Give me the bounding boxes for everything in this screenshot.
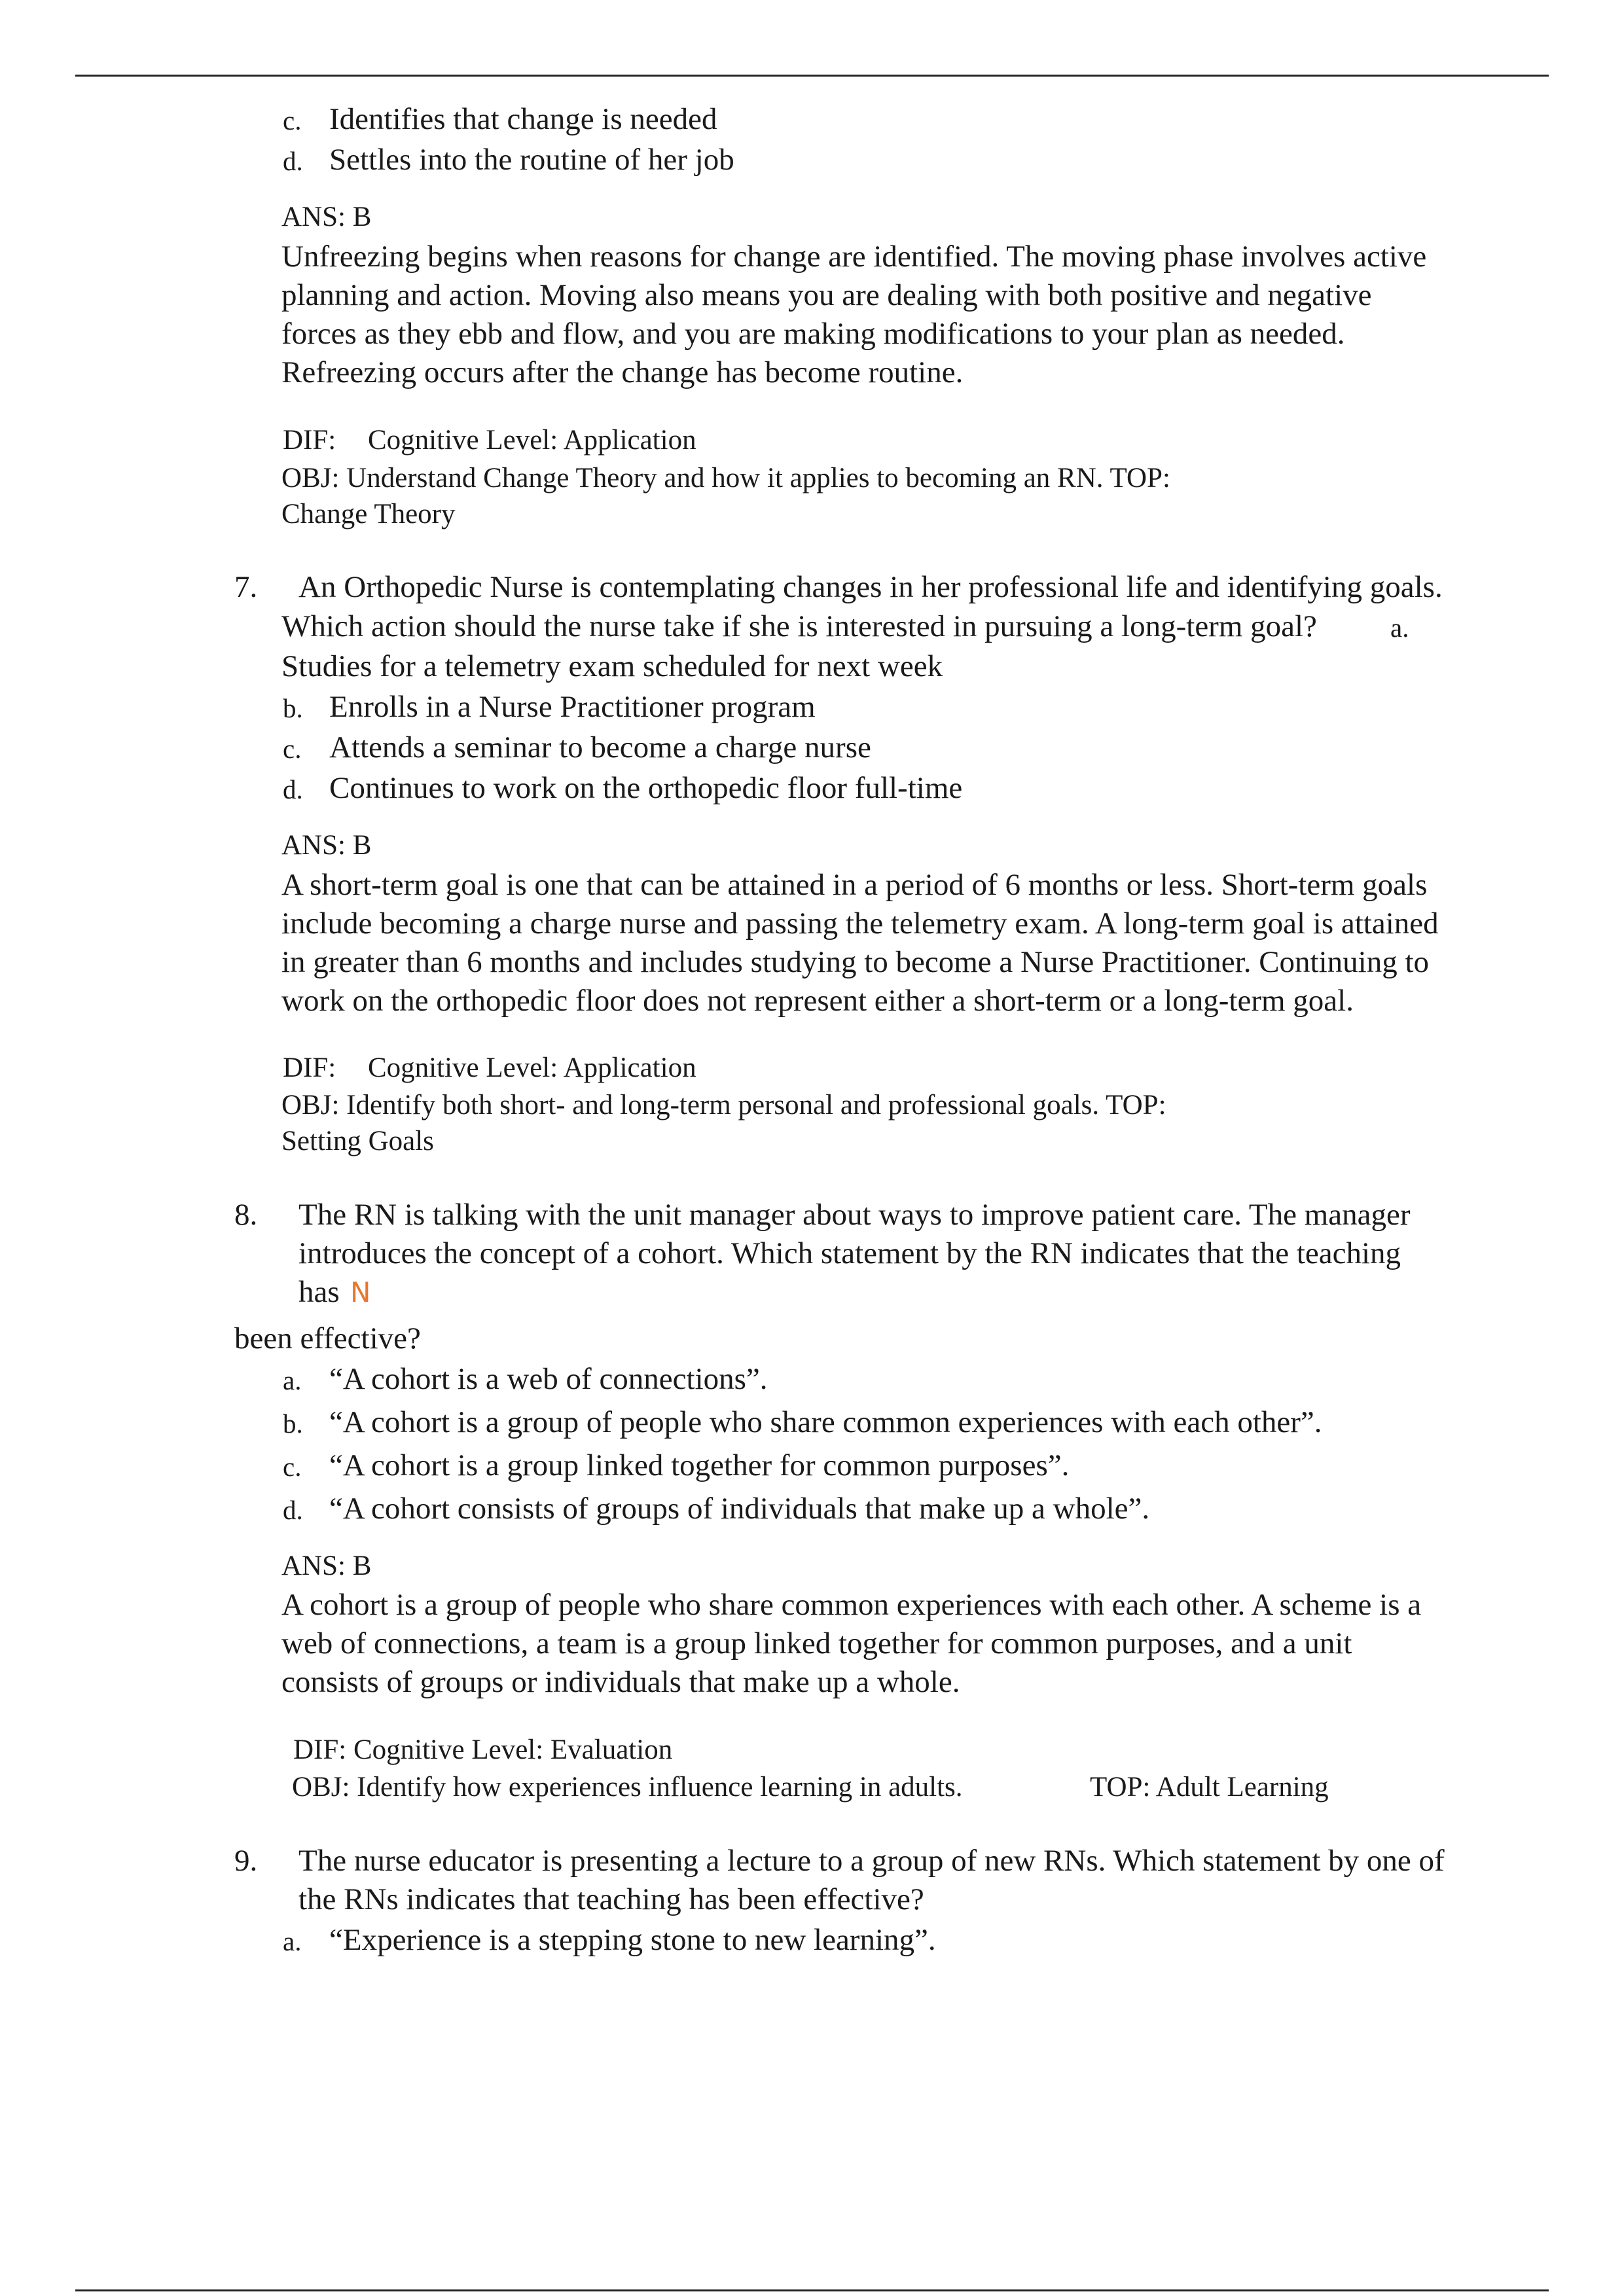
dif-value: DIF: Cognitive Level: Evaluation <box>293 1734 673 1765</box>
rationale-line: A cohort is a group of people who share common experiences with each other. A scheme is a <box>281 1588 1422 1622</box>
question-stem: Which action should the nurse take if she is interested in pursuing a long-term goal? <box>281 609 1317 643</box>
rationale-line: Refreezing occurs after the change has become routine. <box>281 355 964 389</box>
dif-label: DIF: <box>283 425 336 456</box>
option-letter: d. <box>283 146 303 176</box>
option-letter: a. <box>1390 613 1409 643</box>
option-letter: b. <box>283 693 303 723</box>
dif-value: Cognitive Level: Application <box>368 1052 696 1083</box>
option-d: “A cohort consists of groups of individuals that make up a whole”. <box>329 1492 1150 1526</box>
rationale-line: forces as they ebb and flow, and you are making modifications to your plan as needed. <box>281 317 1345 351</box>
option-letter: c. <box>283 1452 302 1482</box>
option-letter: c. <box>283 734 302 764</box>
question-stem: the RNs indicates that teaching has been effective? <box>298 1882 924 1916</box>
rationale-line: in greater than 6 months and includes studying to become a Nurse Practitioner. Continuing to <box>281 945 1430 979</box>
rationale-line: Unfreezing begins when reasons for change are identified. The moving phase involves active <box>281 240 1427 274</box>
question-stem: The RN is talking with the unit manager about ways to improve patient care. The manager <box>298 1198 1411 1232</box>
option-letter: d. <box>283 774 303 804</box>
topic: Change Theory <box>281 499 456 529</box>
objective: OBJ: Identify both short- and long-term personal and professional goals. TOP: <box>281 1090 1166 1121</box>
answer: ANS: B <box>281 830 372 861</box>
bottom-rule <box>75 2289 1549 2291</box>
option-d: Continues to work on the orthopedic floor full-time <box>329 771 963 805</box>
objective: OBJ: Understand Change Theory and how it applies to becoming an RN. TOP: <box>281 463 1170 493</box>
dif-label: DIF: <box>283 1052 336 1083</box>
rationale-line: include becoming a charge nurse and passing the telemetry exam. A long-term goal is attained <box>281 906 1439 941</box>
option-letter: c. <box>283 105 302 135</box>
question-number: 8. <box>234 1198 258 1232</box>
option-a: “Experience is a stepping stone to new learning”. <box>329 1923 936 1957</box>
question-stem: has <box>298 1275 340 1309</box>
option-c: Attends a seminar to become a charge nurse <box>329 730 871 764</box>
question-stem: been effective? <box>234 1321 421 1355</box>
rationale-line: planning and action. Moving also means you are dealing with both positive and negative <box>281 278 1372 312</box>
option-b: Enrolls in a Nurse Practitioner program <box>329 690 816 724</box>
rationale-line: web of connections, a team is a group linked together for common purposes, and a unit <box>281 1626 1352 1660</box>
option-b: “A cohort is a group of people who share common experiences with each other”. <box>329 1405 1322 1439</box>
option-d: Settles into the routine of her job <box>329 143 734 177</box>
top-rule <box>75 75 1549 77</box>
rationale-line: work on the orthopedic floor does not represent either a short-term or a long-term goal. <box>281 984 1354 1018</box>
option-letter: d. <box>283 1495 303 1525</box>
topic: Setting Goals <box>281 1126 434 1157</box>
dif-value: Cognitive Level: Application <box>368 425 696 456</box>
option-c: “A cohort is a group linked together for common purposes”. <box>329 1448 1070 1482</box>
option-a: Studies for a telemetry exam scheduled for next week <box>281 649 943 683</box>
option-letter: a. <box>283 1365 302 1395</box>
answer: ANS: B <box>281 1551 372 1581</box>
rationale-line: A short-term goal is one that can be attained in a period of 6 months or less. Short-term goals <box>281 868 1428 902</box>
question-number: 7. <box>234 570 258 604</box>
option-a: “A cohort is a web of connections”. <box>329 1362 768 1396</box>
question-stem: The nurse educator is presenting a lecture to a group of new RNs. Which statement by one of <box>298 1844 1445 1878</box>
option-letter: b. <box>283 1408 303 1439</box>
objective: OBJ: Identify how experiences influence learning in adults. <box>292 1772 963 1803</box>
rationale-line: consists of groups or individuals that make up a whole. <box>281 1665 960 1699</box>
answer: ANS: B <box>281 202 372 232</box>
question-stem: introduces the concept of a cohort. Which statement by the RN indicates that the teaching <box>298 1236 1401 1270</box>
topic: TOP: Adult Learning <box>1090 1772 1329 1803</box>
option-letter: a. <box>283 1926 302 1956</box>
option-c: Identifies that change is needed <box>329 102 717 136</box>
annotation-mark: N <box>350 1276 371 1308</box>
question-stem: An Orthopedic Nurse is contemplating changes in her professional life and identifying goals. <box>298 570 1443 604</box>
question-number: 9. <box>234 1844 258 1878</box>
